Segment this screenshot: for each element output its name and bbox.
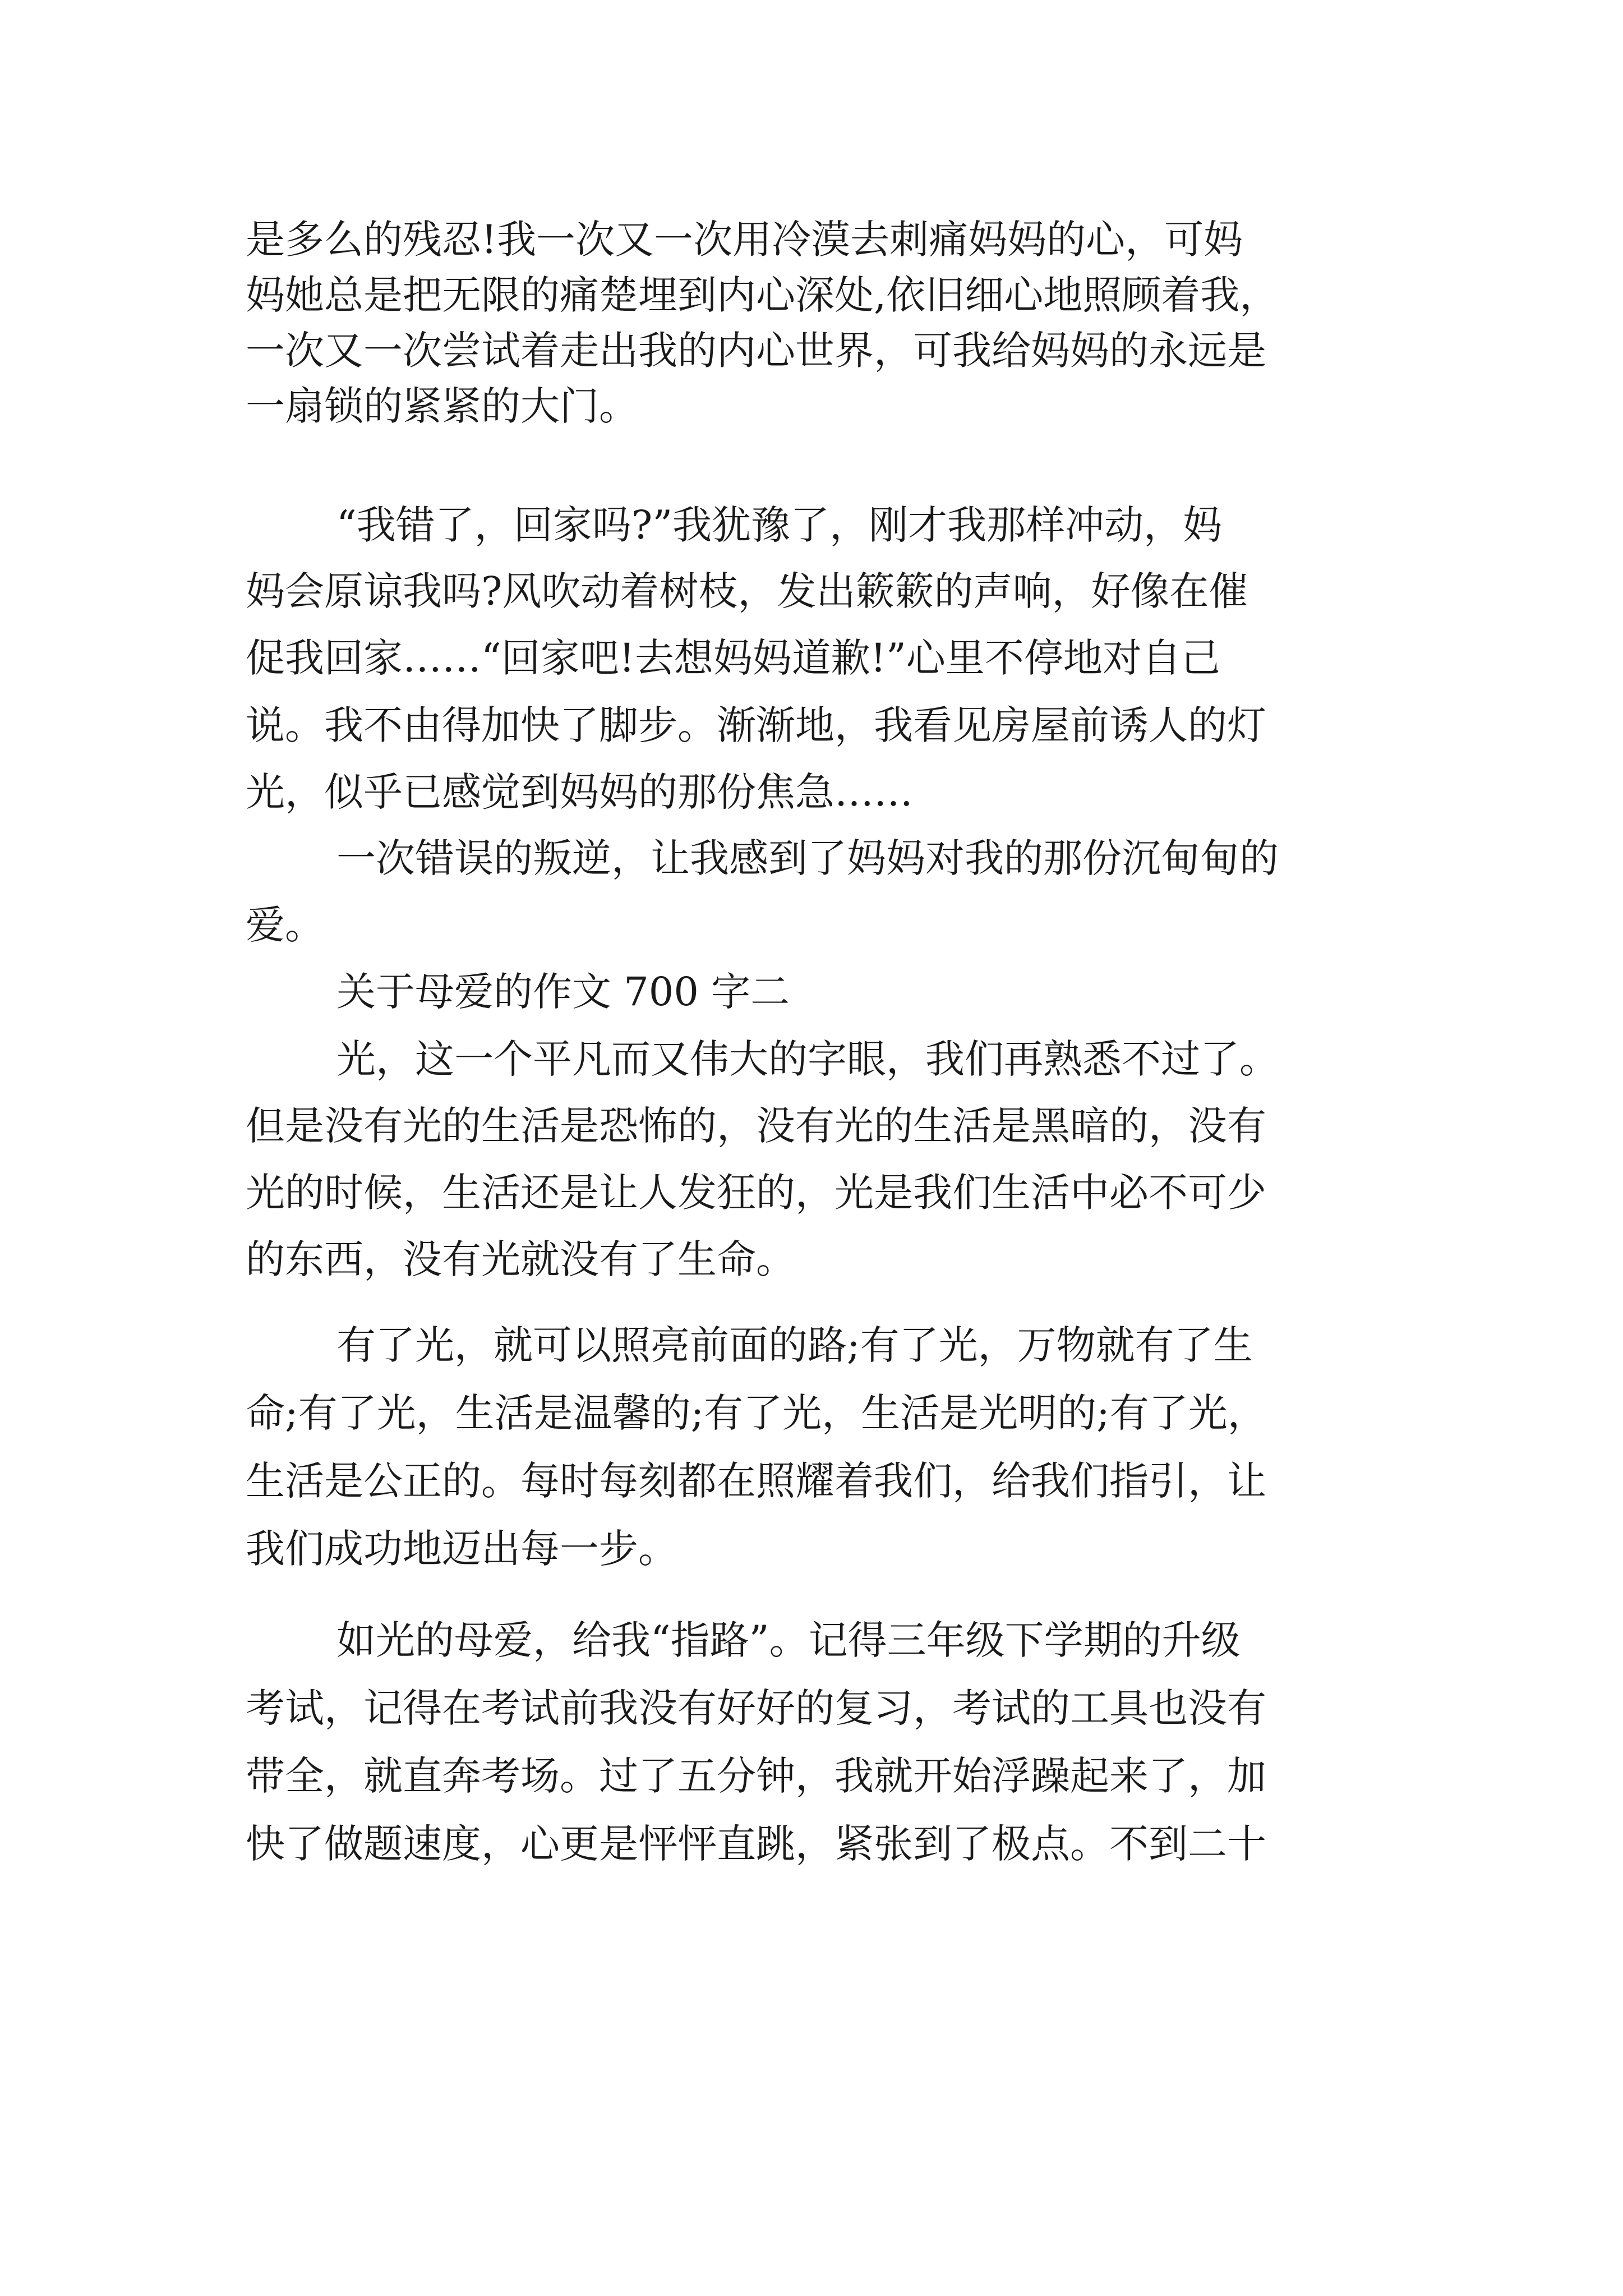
section-heading: 关于母爱的作文 700 字二 — [336, 969, 790, 1015]
text-line: 一次又一次尝试着走出我的内心世界，可我给妈妈的永远是 — [246, 328, 1266, 374]
text-line: 命;有了光，生活是温馨的;有了光，生活是光明的;有了光， — [246, 1390, 1267, 1436]
text-line: 一次错误的叛逆，让我感到了妈妈对我的那份沉甸甸的 — [336, 835, 1279, 881]
text-line: 一扇锁的紧紧的大门。 — [246, 383, 638, 429]
text-line: 我们成功地迈出每一步。 — [246, 1526, 677, 1572]
text-line: 有了光，就可以照亮前面的路;有了光，万物就有了生 — [336, 1322, 1253, 1368]
text-line: 考试，记得在考试前我没有好好的复习，考试的工具也没有 — [246, 1685, 1266, 1731]
text-line: 妈她总是把无限的痛楚埋到内心深处,依旧细心地照顾着我， — [246, 272, 1279, 318]
text-line: 是多么的残忍!我一次又一次用冷漠去刺痛妈妈的心，可妈 — [246, 217, 1243, 263]
text-line: 但是没有光的生活是恐怖的，没有光的生活是黑暗的，没有 — [246, 1103, 1266, 1149]
text-line: 促我回家……“回家吧!去想妈妈道歉!”心里不停地对自己 — [246, 635, 1220, 681]
text-line: 快了做题速度，心更是怦怦直跳，紧张到了极点。不到二十 — [246, 1821, 1266, 1867]
text-line: 带全，就直奔考场。过了五分钟，我就开始浮躁起来了，加 — [246, 1753, 1266, 1799]
text-line: 光的时候，生活还是让人发狂的，光是我们生活中必不可少 — [246, 1170, 1266, 1216]
text-line: 爱。 — [246, 902, 324, 948]
text-line: 妈会原谅我吗?风吹动着树枝，发出簌簌的声响，好像在催 — [246, 568, 1248, 614]
text-line: 生活是公正的。每时每刻都在照耀着我们，给我们指引，让 — [246, 1458, 1266, 1504]
text-line: 光，这一个平凡而又伟大的字眼，我们再熟悉不过了。 — [336, 1036, 1279, 1082]
text-line: 说。我不由得加快了脚步。渐渐地，我看见房屋前诱人的灯 — [246, 702, 1266, 748]
text-line: 如光的母爱，给我“指路”。记得三年级下学期的升级 — [336, 1617, 1241, 1663]
text-line: 的东西，没有光就没有了生命。 — [246, 1236, 795, 1282]
text-line: 光，似乎已感觉到妈妈的那份焦急…… — [246, 769, 913, 815]
text-line: “我错了，回家吗?”我犹豫了，刚才我那样冲动，妈 — [336, 502, 1223, 548]
